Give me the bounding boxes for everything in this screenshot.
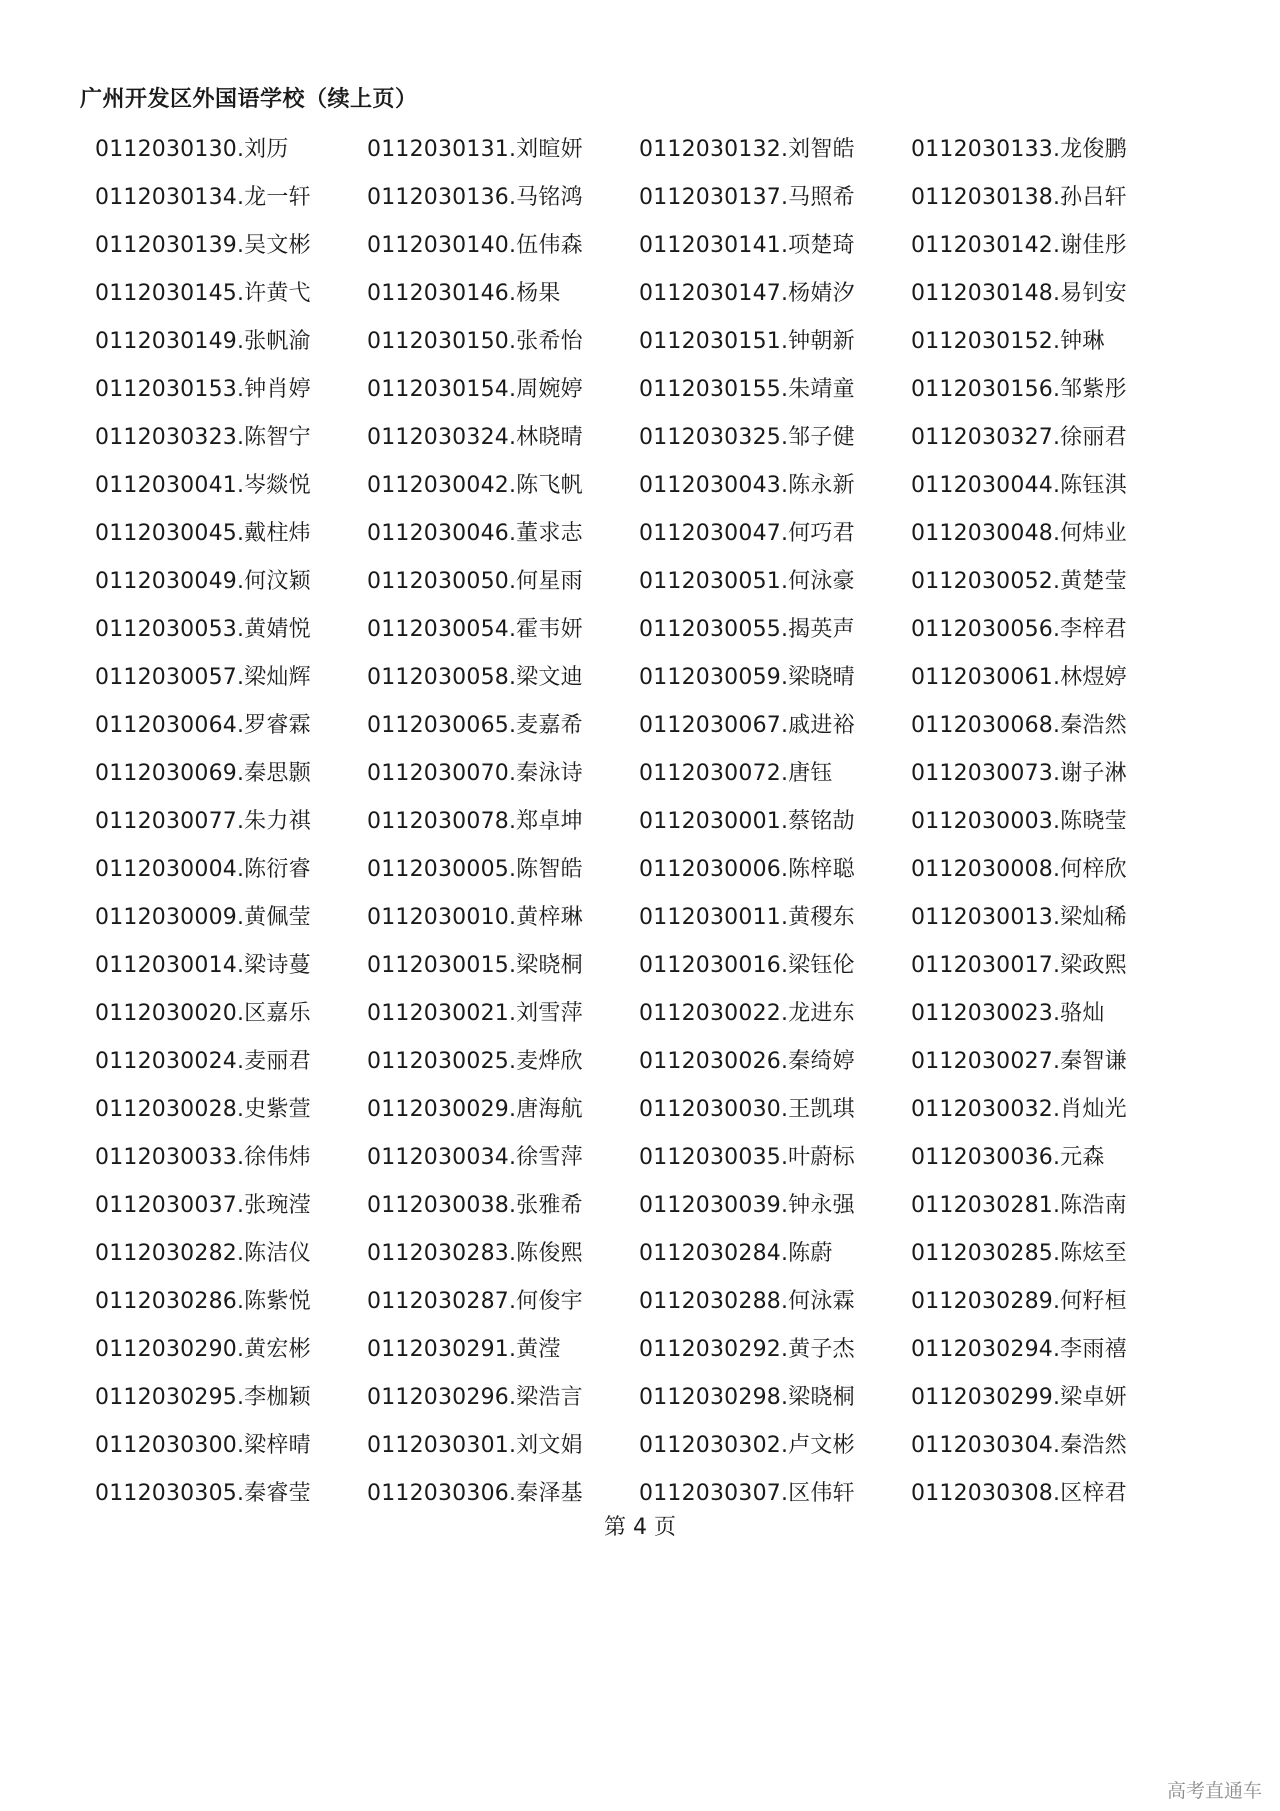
list-item: 0112030139.吴文彬: [95, 233, 311, 258]
list-item: 0112030142.谢佳彤: [911, 233, 1127, 258]
list-item: 0112030043.陈永新: [639, 473, 855, 498]
list-item: 0112030148.易钊安: [911, 281, 1127, 306]
list-item: 0112030077.朱力祺: [95, 809, 311, 834]
list-item: 0112030151.钟朝新: [639, 329, 855, 354]
list-item: 0112030289.何籽桓: [911, 1289, 1127, 1314]
list-item: 0112030068.秦浩然: [911, 713, 1127, 738]
list-item: 0112030153.钟肖婷: [95, 377, 311, 402]
list-item: 0112030042.陈飞帆: [367, 473, 583, 498]
list-item: 0112030305.秦睿莹: [95, 1481, 311, 1506]
list-item: 0112030030.王凯琪: [639, 1097, 855, 1122]
list-item: 0112030064.罗睿霖: [95, 713, 311, 738]
list-item: 0112030304.秦浩然: [911, 1433, 1127, 1458]
list-item: 0112030032.肖灿光: [911, 1097, 1127, 1122]
list-item: 0112030137.马照希: [639, 185, 855, 210]
list-item: 0112030010.黄梓琳: [367, 905, 583, 930]
list-item: 0112030052.黄楚莹: [911, 569, 1127, 594]
list-item: 0112030282.陈洁仪: [95, 1241, 311, 1266]
list-item: 0112030147.杨婧汐: [639, 281, 855, 306]
list-item: 0112030024.麦丽君: [95, 1049, 311, 1074]
list-item: 0112030051.何泳豪: [639, 569, 855, 594]
list-item: 0112030020.区嘉乐: [95, 1001, 311, 1026]
list-item: 0112030055.揭英声: [639, 617, 855, 642]
list-item: 0112030152.钟琳: [911, 329, 1105, 354]
list-item: 0112030140.伍伟森: [367, 233, 583, 258]
list-item: 0112030296.梁浩言: [367, 1385, 583, 1410]
list-item: 0112030307.区伟轩: [639, 1481, 855, 1506]
list-item: 0112030057.梁灿辉: [95, 665, 311, 690]
list-item: 0112030013.梁灿稀: [911, 905, 1127, 930]
list-item: 0112030298.梁晓桐: [639, 1385, 855, 1410]
list-item: 0112030006.陈梓聪: [639, 857, 855, 882]
list-item: 0112030038.张雅希: [367, 1193, 583, 1218]
list-item: 0112030021.刘雪萍: [367, 1001, 583, 1026]
list-item: 0112030284.陈蔚: [639, 1241, 833, 1266]
list-item: 0112030300.梁梓晴: [95, 1433, 311, 1458]
list-item: 0112030017.梁政熙: [911, 953, 1127, 978]
list-item: 0112030003.陈晓莹: [911, 809, 1127, 834]
list-item: 0112030014.梁诗蔓: [95, 953, 311, 978]
list-item: 0112030138.孙吕轩: [911, 185, 1127, 210]
list-item: 0112030290.黄宏彬: [95, 1337, 311, 1362]
list-item: 0112030050.何星雨: [367, 569, 583, 594]
page-number: 第 4 页: [604, 1515, 676, 1540]
list-item: 0112030327.徐丽君: [911, 425, 1127, 450]
list-item: 0112030156.邹紫彤: [911, 377, 1127, 402]
list-item: 0112030133.龙俊鹏: [911, 137, 1127, 162]
list-item: 0112030036.元森: [911, 1145, 1105, 1170]
list-item: 0112030146.杨果: [367, 281, 561, 306]
list-item: 0112030037.张琬滢: [95, 1193, 311, 1218]
list-item: 0112030325.邹子健: [639, 425, 855, 450]
list-item: 0112030145.许黄弋: [95, 281, 311, 306]
list-item: 0112030324.林晓晴: [367, 425, 583, 450]
list-item: 0112030005.陈智皓: [367, 857, 583, 882]
list-item: 0112030154.周婉婷: [367, 377, 583, 402]
list-item: 0112030054.霍韦妍: [367, 617, 583, 642]
list-item: 0112030026.秦绮婷: [639, 1049, 855, 1074]
list-item: 0112030029.唐海航: [367, 1097, 583, 1122]
list-item: 0112030070.秦泳诗: [367, 761, 583, 786]
list-item: 0112030009.黄佩莹: [95, 905, 311, 930]
list-item: 0112030058.梁文迪: [367, 665, 583, 690]
list-item: 0112030033.徐伟炜: [95, 1145, 311, 1170]
list-item: 0112030294.李雨禧: [911, 1337, 1127, 1362]
list-item: 0112030046.董求志: [367, 521, 583, 546]
list-item: 0112030061.林煜婷: [911, 665, 1127, 690]
list-item: 0112030283.陈俊熙: [367, 1241, 583, 1266]
list-item: 0112030053.黄婧悦: [95, 617, 311, 642]
list-item: 0112030069.秦思颢: [95, 761, 311, 786]
list-item: 0112030141.项楚琦: [639, 233, 855, 258]
admission-list: [95, 126, 1215, 1518]
list-item: 0112030285.陈炫至: [911, 1241, 1127, 1266]
list-item: 0112030059.梁晓晴: [639, 665, 855, 690]
list-item: 0112030150.张希怡: [367, 329, 583, 354]
list-item: 0112030028.史紫萱: [95, 1097, 311, 1122]
list-item: 0112030323.陈智宁: [95, 425, 311, 450]
list-item: 0112030072.唐钰: [639, 761, 833, 786]
list-item: 0112030048.何炜业: [911, 521, 1127, 546]
list-item: 0112030039.钟永强: [639, 1193, 855, 1218]
list-item: 0112030292.黄子杰: [639, 1337, 855, 1362]
list-item: 0112030301.刘文娟: [367, 1433, 583, 1458]
list-item: 0112030078.郑卓坤: [367, 809, 583, 834]
list-item: 0112030306.秦泽基: [367, 1481, 583, 1506]
list-item: 0112030287.何俊宇: [367, 1289, 583, 1314]
list-item: 0112030047.何巧君: [639, 521, 855, 546]
list-item: 0112030049.何汶颖: [95, 569, 311, 594]
list-item: 0112030027.秦智谦: [911, 1049, 1127, 1074]
list-item: 0112030041.岑燚悦: [95, 473, 311, 498]
list-item: 0112030023.骆灿: [911, 1001, 1105, 1026]
list-item: 0112030011.黄稷东: [639, 905, 855, 930]
list-item: 0112030073.谢子淋: [911, 761, 1127, 786]
list-item: 0112030008.何梓欣: [911, 857, 1127, 882]
list-item: 0112030136.马铭鸿: [367, 185, 583, 210]
list-item: 0112030291.黄滢: [367, 1337, 561, 1362]
list-item: 0112030016.梁钰伦: [639, 953, 855, 978]
list-item: 0112030044.陈钰淇: [911, 473, 1127, 498]
list-item: 0112030149.张帆渝: [95, 329, 311, 354]
list-item: 0112030299.梁卓妍: [911, 1385, 1127, 1410]
list-item: 0112030035.叶蔚标: [639, 1145, 855, 1170]
list-item: 0112030295.李枷颖: [95, 1385, 311, 1410]
list-item: 0112030130.刘历: [95, 137, 289, 162]
list-item: 0112030132.刘智皓: [639, 137, 855, 162]
watermark: 高考直通车: [1166, 1780, 1262, 1802]
list-item: 0112030286.陈紫悦: [95, 1289, 311, 1314]
list-item: 0112030065.麦嘉希: [367, 713, 583, 738]
list-item: 0112030045.戴柱炜: [95, 521, 311, 546]
list-item: 0112030015.梁晓桐: [367, 953, 583, 978]
list-item: 0112030302.卢文彬: [639, 1433, 855, 1458]
list-item: 0112030308.区梓君: [911, 1481, 1127, 1506]
list-item: 0112030281.陈浩南: [911, 1193, 1127, 1218]
list-item: 0112030155.朱靖童: [639, 377, 855, 402]
list-item: 0112030004.陈衍睿: [95, 857, 311, 882]
list-item: 0112030131.刘暄妍: [367, 137, 583, 162]
list-item: 0112030025.麦烨欣: [367, 1049, 583, 1074]
list-item: 0112030034.徐雪萍: [367, 1145, 583, 1170]
list-item: 0112030022.龙进东: [639, 1001, 855, 1026]
list-item: 0112030001.蔡铭劼: [639, 809, 855, 834]
list-item: 0112030134.龙一轩: [95, 185, 311, 210]
page-title: 广州开发区外国语学校（续上页）: [80, 87, 418, 112]
list-item: 0112030288.何泳霖: [639, 1289, 855, 1314]
list-item: 0112030067.戚进裕: [639, 713, 855, 738]
list-item: 0112030056.李梓君: [911, 617, 1127, 642]
